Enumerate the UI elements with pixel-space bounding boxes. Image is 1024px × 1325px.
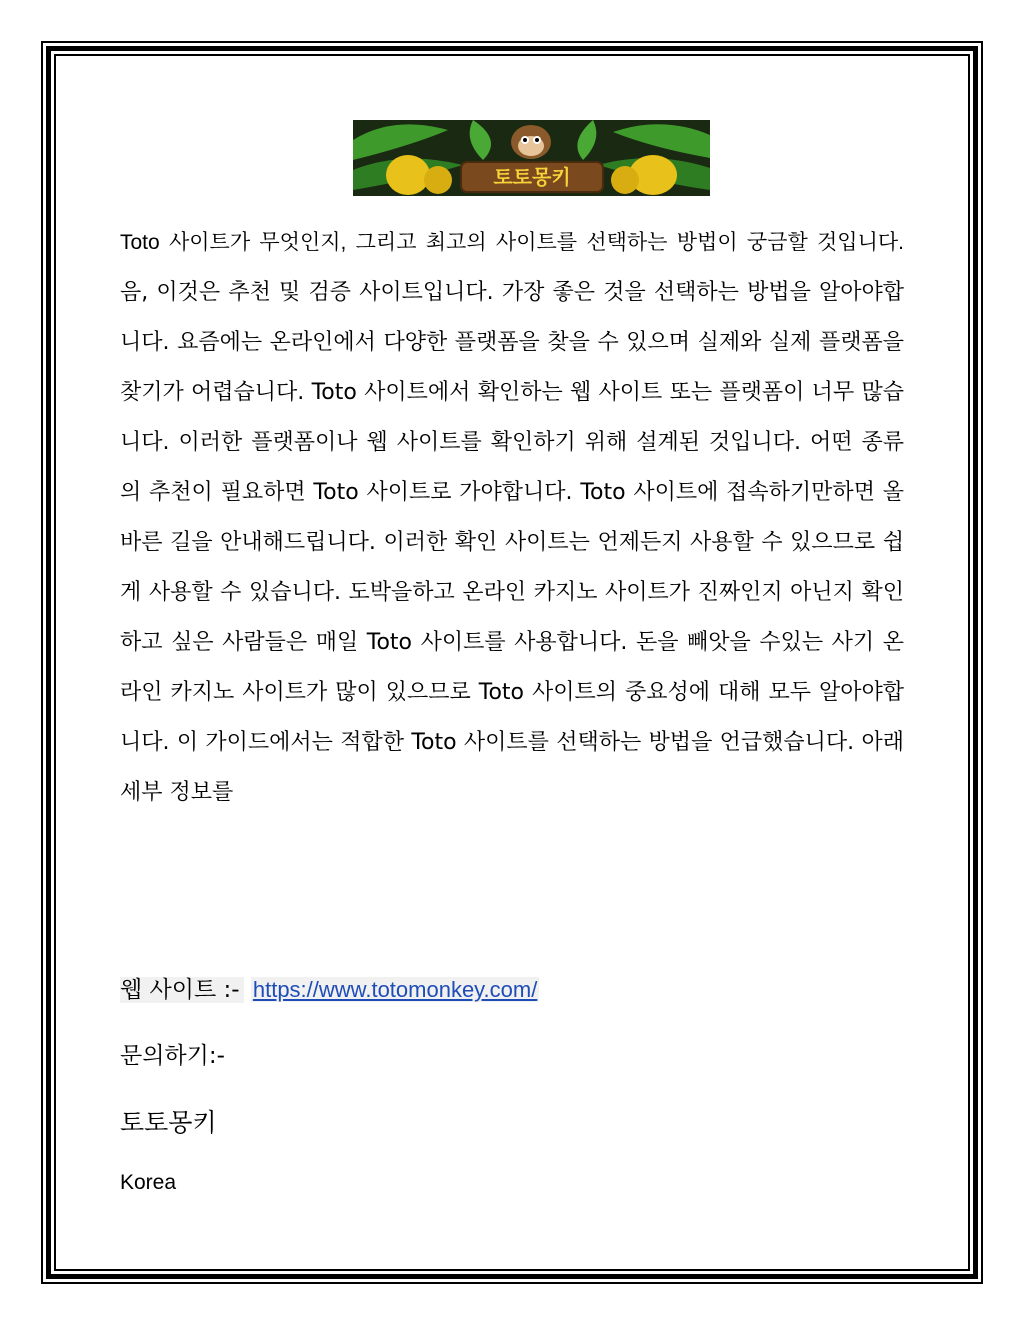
- sentence-9: 이러한 확인 사이트는 언제든지 사용할 수 있으므로 쉽게 사용할 수 있습니다.: [120, 530, 904, 605]
- sentence-3: 가장 좋은 것을 선택하는 방법을 알아야합니다.: [120, 280, 905, 355]
- sentence-8: Toto 사이트에 접속하기만하면 올바른 길을 안내해드립니다.: [120, 480, 904, 555]
- sentence-13: 아래 세부 정보를: [120, 730, 904, 805]
- sentence-10: 도박을하고 온라인 카지노 사이트가 진짜인지 아닌지 확인하고 싶은 사람들은 매일 Toto 사이트를 사용합니다.: [120, 580, 904, 655]
- sentence-5: Toto 사이트에서 확인하는 웹 사이트 또는 플랫폼이 너무 많습니다.: [120, 380, 904, 455]
- article-body: [120, 218, 904, 818]
- sentence-4: 요즘에는 온라인에서 다양한 플랫폼을 찾을 수 있으며 실제와 실제 플랫폼을 찾기가 어렵습니다.: [120, 330, 904, 405]
- website-label: 웹 사이트 :-: [120, 977, 244, 1003]
- contact-name: 토토몽키: [120, 1108, 217, 1137]
- sentence-7: 어떤 종류의 추천이 필요하면 Toto 사이트로 가야합니다.: [120, 430, 904, 505]
- logo-sign-text: 토토몽키: [493, 165, 571, 189]
- website-link[interactable]: https://www.totomonkey.com/: [252, 977, 538, 1002]
- sentence-11: 돈을 빼앗을 수있는 사기 온라인 카지노 사이트가 많이 있으므로 Toto 사이트의 중요성에 대해 모두 알아야합니다.: [120, 630, 904, 755]
- contact-country: Korea: [120, 1171, 177, 1194]
- sentence-12: 이 가이드에서는 적합한 Toto 사이트를 선택하는 방법을 언급했습니다.: [176, 730, 855, 755]
- website-line: [120, 970, 539, 1010]
- sentence-1: Toto 사이트가 무엇인지, 그리고 최고의 사이트를 선택하는 방법이 궁금할 것입니다.: [120, 231, 904, 254]
- toto-monkey-logo: [353, 120, 710, 196]
- sentence-2: 음, 이것은 추천 및 검증 사이트입니다.: [120, 280, 494, 305]
- logo-banner-image: [353, 120, 710, 196]
- contact-label: 문의하기:-: [120, 1043, 225, 1069]
- sentence-6: 이러한 플랫폼이나 웹 사이트를 확인하기 위해 설계된 것입니다.: [178, 430, 801, 455]
